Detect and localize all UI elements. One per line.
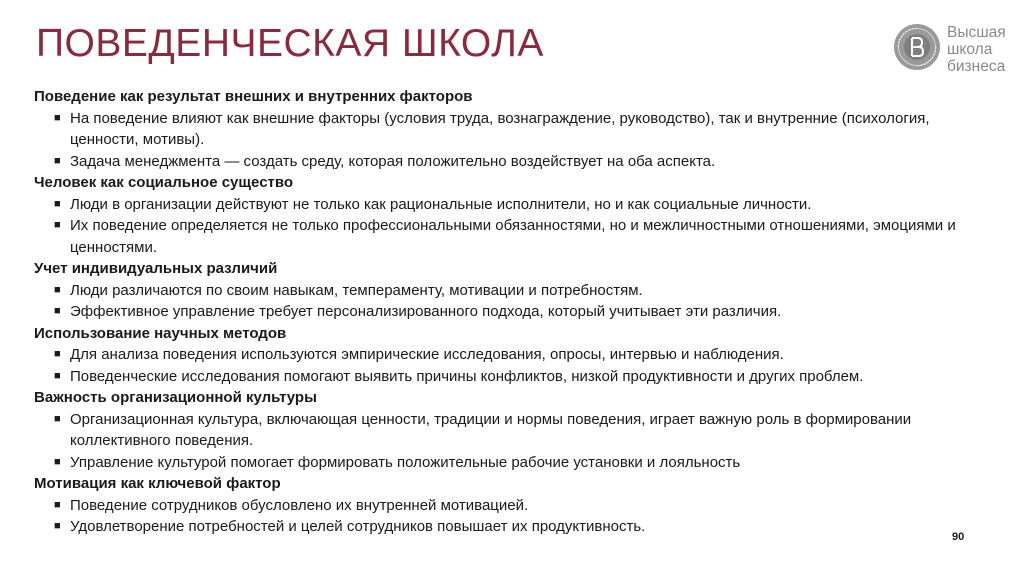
bullet-list xyxy=(34,409,994,474)
square-bullet-icon: ■ xyxy=(54,520,61,532)
square-bullet-icon: ■ xyxy=(54,369,61,382)
bullet-text: Эффективное управление требует персонализированного подхода, который учитывает эти различия. xyxy=(70,303,782,320)
bullet-list xyxy=(34,194,994,259)
section-heading: Важность организационной культуры xyxy=(34,389,317,406)
square-bullet-icon: ■ xyxy=(54,412,61,425)
bullet-item xyxy=(34,194,994,216)
bullet-list xyxy=(34,344,994,387)
slide-content xyxy=(34,86,994,538)
bullet-text: Поведение сотрудников обусловлено их внутренней мотивацией. xyxy=(70,496,529,514)
square-bullet-icon: ■ xyxy=(54,283,61,296)
section xyxy=(34,323,994,388)
page-number: 90 xyxy=(952,531,965,543)
bullet-text: Для анализа поведения используются эмпирические исследования, опросы, интервью и наблюдения. xyxy=(70,346,784,363)
square-bullet-icon: ■ xyxy=(54,219,61,231)
bullet-item xyxy=(34,344,994,366)
bullet-item xyxy=(34,409,994,452)
section xyxy=(34,387,994,473)
bullet-text: На поведение влияют как внешние факторы (условия труда, вознаграждение, руководство), так и внутренние (психология, ценности, мотивы). xyxy=(70,109,930,148)
logo-line-1: Высшая xyxy=(947,24,1006,41)
section-heading: Учет индивидуальных различий xyxy=(34,260,278,277)
bullet-text: Их поведение определяется не только профессиональными обязанностями, но и межличностными отношениями, эмоциями и ценностями. xyxy=(70,217,956,256)
bullet-text: Удовлетворение потребностей и целей сотрудников повышает их продуктивность. xyxy=(70,518,646,535)
square-bullet-icon: ■ xyxy=(54,111,61,124)
hse-logo xyxy=(892,22,1022,78)
logo-line-3: бизнеса xyxy=(947,58,1006,75)
slide-title: ПОВЕДЕНЧЕСКАЯ ШКОЛА xyxy=(36,22,544,65)
square-bullet-icon: ■ xyxy=(54,197,61,210)
bullet-text: Организационная культура, включающая ценности, традиции и нормы поведения, играет важную роль в формировании коллективного поведения. xyxy=(70,410,912,449)
section-heading: Поведение как результат внешних и внутренних факторов xyxy=(34,88,473,105)
square-bullet-icon: ■ xyxy=(54,348,61,360)
bullet-text: Люди в организации действуют не только как рациональные исполнители, но и как социальные личности. xyxy=(70,195,812,213)
bullet-item xyxy=(34,495,994,517)
section-heading: Человек как социальное существо xyxy=(34,174,294,191)
bullet-item xyxy=(34,452,994,474)
logo-line-2: школа xyxy=(947,41,993,58)
bullet-text: Поведенческие исследования помогают выявить причины конфликтов, низкой продуктивности и других проблем. xyxy=(70,367,864,385)
bullet-list xyxy=(34,280,994,323)
hse-emblem-icon xyxy=(892,22,942,72)
bullet-item xyxy=(34,108,994,151)
bullet-item xyxy=(34,280,994,302)
bullet-list xyxy=(34,108,994,173)
bullet-item xyxy=(34,366,994,388)
section-heading: Мотивация как ключевой фактор xyxy=(34,475,281,492)
section-heading: Использование научных методов xyxy=(34,324,287,342)
bullet-item xyxy=(34,516,994,538)
section xyxy=(34,172,994,258)
bullet-text: Управление культурой помогает формировать положительные рабочие установки и лояльность xyxy=(70,453,741,471)
bullet-item xyxy=(34,151,994,173)
square-bullet-icon: ■ xyxy=(54,154,61,167)
square-bullet-icon: ■ xyxy=(54,305,61,317)
bullet-text: Задача менеджмента — создать среду, которая положительно воздействует на оба аспекта. xyxy=(70,152,716,170)
square-bullet-icon: ■ xyxy=(54,455,61,468)
section xyxy=(34,473,994,538)
bullet-item xyxy=(34,301,994,323)
square-bullet-icon: ■ xyxy=(54,498,61,511)
section xyxy=(34,86,994,172)
bullet-item xyxy=(34,215,994,258)
bullet-text: Люди различаются по своим навыкам, темпераменту, мотивации и потребностям. xyxy=(70,281,643,299)
logo-text xyxy=(947,24,1006,75)
section xyxy=(34,258,994,323)
bullet-list xyxy=(34,495,994,538)
